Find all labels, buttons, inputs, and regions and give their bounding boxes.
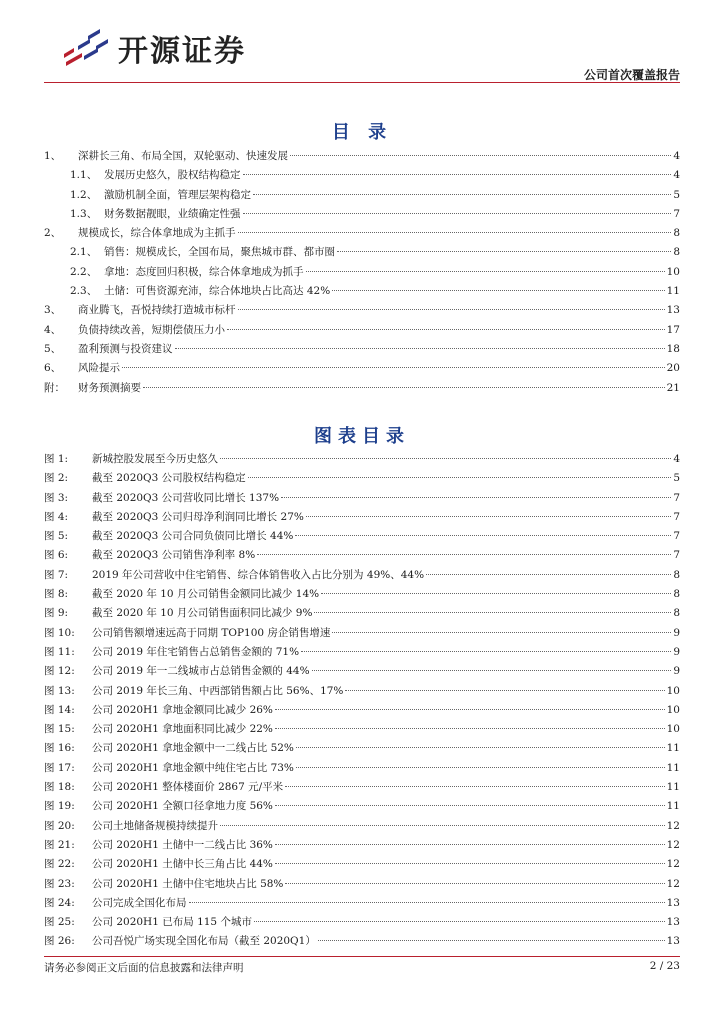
toc-entry-number: 1.3、 (70, 207, 98, 220)
toc-entry-page: 20 (666, 362, 680, 375)
figure-entry-number: 图 19: (44, 800, 75, 813)
brand-logo (60, 28, 260, 68)
figure-entry[interactable] (44, 547, 680, 566)
toc-entry-page: 8 (673, 227, 680, 240)
figure-entry-number: 图 26: (44, 935, 75, 948)
figure-entry-page: 7 (673, 549, 680, 562)
brand-name: 开源证券 (118, 34, 246, 69)
toc-entry[interactable] (44, 264, 680, 283)
figure-entry-number: 图 3: (44, 491, 69, 504)
figure-entry-label: 公司 2020H1 全额口径拿地力度 56% (92, 800, 273, 813)
figure-entry-label: 公司 2020H1 土储中住宅地块占比 58% (92, 877, 284, 890)
figure-entry-number: 图 21: (44, 838, 75, 851)
toc-title: 目 录 (331, 122, 393, 143)
figure-entry[interactable] (44, 702, 680, 721)
dot-leader (345, 690, 664, 691)
dot-leader (281, 497, 671, 498)
figure-entry-number: 图 16: (44, 742, 75, 755)
dot-leader (426, 574, 671, 575)
figure-entry-label: 截至 2020Q3 公司销售净利率 8% (92, 549, 256, 562)
dot-leader (332, 632, 671, 633)
figure-entry-label: 截至 2020Q3 公司营收同比增长 137% (92, 491, 280, 504)
figure-entry-number: 图 12: (44, 665, 75, 678)
toc-entry[interactable] (44, 187, 680, 206)
dot-leader (257, 554, 671, 555)
figure-entry-page: 8 (673, 568, 680, 581)
figure-entry-number: 图 17: (44, 761, 75, 774)
figure-entry-number: 图 2: (44, 472, 69, 485)
figure-entry[interactable] (44, 644, 680, 663)
toc-entry[interactable] (44, 148, 680, 167)
figure-entry-label: 公司 2020H1 拿地面积同比减少 22% (92, 723, 273, 736)
dot-leader (337, 251, 671, 252)
figure-entry-label: 公司 2020H1 拿地金额中纯住宅占比 73% (92, 761, 294, 774)
figure-entry-label: 公司 2020H1 拿地金额中一二线占比 52% (92, 742, 294, 755)
logo-mark-icon (60, 28, 112, 68)
dot-leader (275, 709, 665, 710)
toc-entry-page: 8 (673, 246, 680, 259)
table-of-contents (44, 148, 680, 399)
figure-entry-label: 公司吾悦广场实现全国化布局（截至 2020Q1） (92, 935, 316, 948)
figure-list (44, 451, 680, 953)
figure-entry-page: 9 (673, 626, 680, 639)
figure-entry-label: 公司销售额增速远高于同期 TOP100 房企销售增速 (92, 626, 331, 639)
toc-entry-label: 发展历史悠久，股权结构稳定 (104, 169, 241, 182)
figure-entry-page: 12 (666, 877, 680, 890)
toc-entry-number: 2、 (44, 227, 62, 240)
figure-entry-page: 12 (666, 858, 680, 871)
toc-entry-number: 5、 (44, 342, 62, 355)
toc-entry-page: 17 (666, 323, 680, 336)
figure-entry[interactable] (44, 663, 680, 682)
toc-entry-label: 盈利预测与投资建议 (78, 342, 173, 355)
figure-entry-number: 图 18: (44, 781, 75, 794)
dot-leader (295, 535, 671, 536)
dot-leader (314, 612, 671, 613)
figure-entry-label: 公司 2020H1 拿地金额同比减少 26% (92, 703, 273, 716)
toc-entry[interactable] (44, 167, 680, 186)
figure-entry-label: 截至 2020Q3 公司股权结构稳定 (92, 472, 246, 485)
dot-leader (243, 174, 672, 175)
toc-entry[interactable] (44, 360, 680, 379)
figure-entry[interactable] (44, 470, 680, 489)
figure-entry-page: 13 (666, 896, 680, 909)
figure-entry-number: 图 24: (44, 896, 75, 909)
figure-entry[interactable] (44, 856, 680, 875)
figure-entry-number: 图 6: (44, 549, 69, 562)
dot-leader (312, 670, 672, 671)
toc-entry-label: 土储：可售资源充沛，综合体地块占比高达 42% (104, 285, 331, 298)
figure-entry-label: 公司 2020H1 已布局 115 个城市 (92, 916, 252, 929)
figure-entry-label: 公司 2020H1 土储中长三角占比 44% (92, 858, 273, 871)
figure-entry-page: 4 (673, 453, 680, 465)
figure-entry[interactable] (44, 451, 680, 470)
figure-entry-label: 公司 2019 年长三角、中西部销售额占比 56%、17% (92, 684, 344, 697)
dot-leader (143, 387, 665, 388)
header-divider (44, 82, 680, 83)
figure-entry-page: 12 (666, 819, 680, 832)
toc-entry-number: 2.3、 (70, 285, 98, 298)
dot-leader (122, 367, 665, 368)
figure-entry-label: 截至 2020 年 10 月公司销售面积同比减少 9% (92, 607, 313, 620)
figure-entry-number: 图 22: (44, 858, 75, 871)
figure-entry[interactable] (44, 721, 680, 740)
figure-entry-label: 2019 年公司营收中住宅销售、综合体销售收入占比分别为 49%、44% (92, 568, 425, 581)
figure-entry[interactable] (44, 933, 680, 952)
figure-entry-page: 8 (673, 588, 680, 601)
dot-leader (238, 309, 665, 310)
toc-entry-page: 10 (666, 265, 680, 278)
figure-entry-page: 10 (666, 723, 680, 736)
toc-entry[interactable] (44, 302, 680, 321)
toc-entry-label: 销售：规模成长，全国布局，聚焦城市群、都市圈 (104, 246, 335, 259)
figure-entry[interactable] (44, 567, 680, 586)
dot-leader (248, 477, 672, 478)
figure-entry-page: 7 (673, 530, 680, 543)
toc-entry-page: 7 (673, 207, 680, 220)
toc-entry[interactable] (44, 341, 680, 360)
figure-entry[interactable] (44, 779, 680, 798)
figure-entry-number: 图 1: (44, 453, 69, 465)
dot-leader (175, 348, 665, 349)
figure-entry-label: 截至 2020Q3 公司归母净利润同比增长 27% (92, 510, 304, 523)
figure-entry-label: 公司 2020H1 土储中一二线占比 36% (92, 838, 273, 851)
figure-entry[interactable] (44, 895, 680, 914)
figure-entry-page: 9 (673, 645, 680, 658)
toc-entry[interactable] (44, 225, 680, 244)
footer-divider (44, 956, 680, 957)
dot-leader (296, 767, 665, 768)
dot-leader (290, 155, 671, 156)
dot-leader (285, 786, 664, 787)
figure-entry[interactable] (44, 876, 680, 895)
toc-entry-number: 1、 (44, 150, 62, 162)
figure-entry-page: 11 (666, 761, 680, 774)
dot-leader (220, 458, 671, 459)
figure-entry-number: 图 11: (44, 645, 75, 658)
toc-entry-number: 附： (44, 381, 65, 394)
figure-entry[interactable] (44, 683, 680, 702)
figure-entry[interactable] (44, 837, 680, 856)
toc-entry-page: 11 (666, 285, 680, 298)
figure-entry-number: 图 20: (44, 819, 75, 832)
toc-entry-number: 2.2、 (70, 265, 98, 278)
dot-leader (296, 747, 665, 748)
toc-entry-number: 4、 (44, 323, 62, 336)
toc-entry-label: 规模成长，综合体拿地成为主抓手 (78, 227, 236, 240)
toc-entry-label: 财务预测摘要 (78, 381, 141, 394)
dot-leader (318, 940, 665, 941)
toc-entry[interactable] (44, 283, 680, 302)
figure-entry[interactable] (44, 760, 680, 779)
dot-leader (285, 883, 664, 884)
figure-entry[interactable] (44, 605, 680, 624)
dot-leader (238, 232, 672, 233)
toc-entry-number: 6、 (44, 362, 62, 375)
dot-leader (306, 271, 665, 272)
dot-leader (220, 825, 665, 826)
figure-entry-page: 9 (673, 665, 680, 678)
toc-entry-page: 13 (666, 304, 680, 317)
toc-entry[interactable] (44, 380, 680, 399)
toc-entry-label: 负债持续改善，短期偿债压力小 (78, 323, 225, 336)
figure-entry-number: 图 8: (44, 588, 69, 601)
figure-entry-number: 图 25: (44, 916, 75, 929)
figure-entry-label: 截至 2020 年 10 月公司销售金额同比减少 14% (92, 588, 320, 601)
dot-leader (332, 290, 664, 291)
figure-entry-number: 图 23: (44, 877, 75, 890)
dot-leader (301, 651, 671, 652)
figure-entry-page: 7 (673, 510, 680, 523)
dot-leader (254, 921, 665, 922)
toc-entry-page: 4 (673, 150, 680, 162)
figure-entry-page: 5 (673, 472, 680, 485)
figure-entry-page: 11 (666, 800, 680, 813)
figure-entry-label: 公司 2019 年一二线城市占总销售金额的 44% (92, 665, 310, 678)
figure-entry-page: 11 (666, 781, 680, 794)
figure-list-title: 图表目录 (314, 426, 410, 447)
figure-entry-label: 公司 2019 年住宅销售占总销售金额的 71% (92, 645, 300, 658)
dot-leader (275, 805, 665, 806)
figure-entry[interactable] (44, 798, 680, 817)
figure-entry-page: 10 (666, 703, 680, 716)
dot-leader (275, 728, 665, 729)
figure-entry-label: 新城控股发展至今历史悠久 (92, 453, 218, 465)
dot-leader (253, 194, 671, 195)
toc-entry[interactable] (44, 322, 680, 341)
toc-entry-page: 5 (673, 188, 680, 201)
toc-entry-label: 财务数据靓眼，业绩确定性强 (104, 207, 241, 220)
figure-entry[interactable] (44, 509, 680, 528)
toc-entry-label: 商业腾飞，吾悦持续打造城市标杆 (78, 304, 236, 317)
toc-entry[interactable] (44, 206, 680, 225)
figure-entry-label: 公司土地储备规模持续提升 (92, 819, 218, 832)
figure-entry-number: 图 5: (44, 530, 69, 543)
toc-entry-number: 3、 (44, 304, 62, 317)
page-indicator: 2 / 23 (649, 960, 680, 972)
figure-entry-page: 13 (666, 935, 680, 948)
figure-entry-number: 图 9: (44, 607, 69, 620)
figure-entry-page: 12 (666, 838, 680, 851)
figure-entry-label: 截至 2020Q3 公司合同负债同比增长 44% (92, 530, 294, 543)
dot-leader (275, 844, 665, 845)
figure-entry-number: 图 14: (44, 703, 75, 716)
figure-entry-number: 图 4: (44, 510, 69, 523)
figure-entry-number: 图 7: (44, 568, 69, 581)
toc-entry-label: 风险提示 (78, 362, 120, 375)
dot-leader (243, 213, 672, 214)
dot-leader (275, 863, 665, 864)
toc-entry-page: 18 (666, 342, 680, 355)
toc-entry-label: 拿地：态度回归积极，综合体拿地成为抓手 (104, 265, 304, 278)
figure-entry-page: 7 (673, 491, 680, 504)
figure-entry[interactable] (44, 586, 680, 605)
figure-entry[interactable] (44, 740, 680, 759)
figure-entry-label: 公司 2020H1 整体楼面价 2867 元/平米 (92, 781, 284, 794)
toc-entry-label: 激励机制全面，管理层架构稳定 (104, 188, 251, 201)
dot-leader (227, 329, 665, 330)
figure-entry-page: 11 (666, 742, 680, 755)
figure-entry[interactable] (44, 625, 680, 644)
toc-entry[interactable] (44, 244, 680, 263)
toc-entry-number: 2.1、 (70, 246, 98, 259)
toc-entry-label: 深耕长三角、布局全国，双轮驱动、快速发展 (78, 150, 288, 162)
footer-disclaimer: 请务必参阅正文后面的信息披露和法律声明 (44, 962, 244, 974)
toc-entry-page: 4 (673, 169, 680, 182)
dot-leader (321, 593, 671, 594)
figure-entry[interactable] (44, 818, 680, 837)
figure-entry-page: 10 (666, 684, 680, 697)
figure-entry[interactable] (44, 490, 680, 509)
report-type: 公司首次覆盖报告 (583, 68, 680, 82)
toc-entry-page: 21 (666, 381, 680, 394)
figure-entry-label: 公司完成全国化布局 (92, 896, 187, 909)
figure-entry-page: 13 (666, 916, 680, 929)
toc-entry-number: 1.1、 (70, 169, 98, 182)
dot-leader (306, 516, 671, 517)
figure-entry-number: 图 15: (44, 723, 75, 736)
figure-entry-number: 图 10: (44, 626, 75, 639)
figure-entry-number: 图 13: (44, 684, 75, 697)
figure-entry[interactable] (44, 914, 680, 933)
figure-entry-page: 8 (673, 607, 680, 620)
toc-entry-number: 1.2、 (70, 188, 98, 201)
figure-entry[interactable] (44, 528, 680, 547)
dot-leader (189, 902, 665, 903)
